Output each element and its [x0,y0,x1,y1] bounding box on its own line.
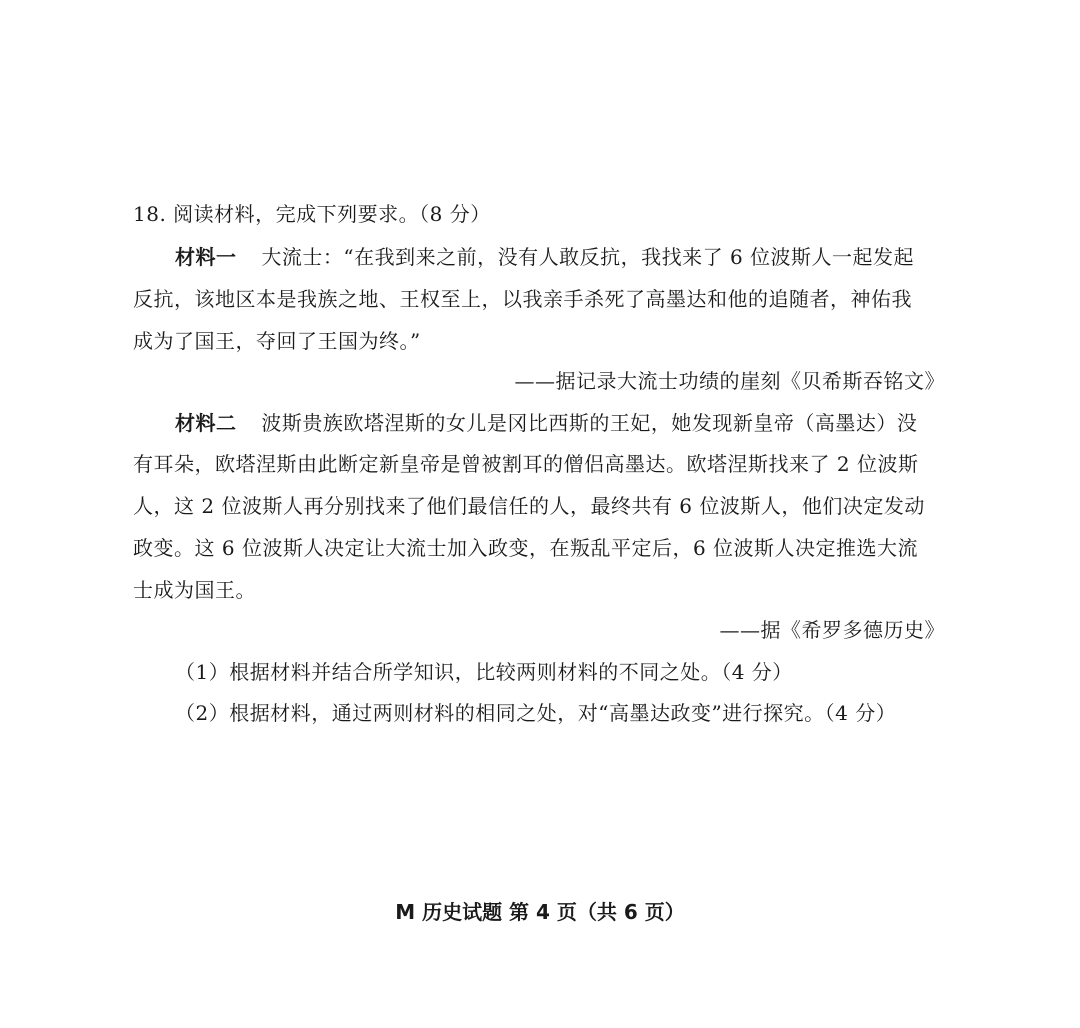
material2-text: 波斯贵族欧塔涅斯的女儿是冈比西斯的王妃，她发现新皇帝（高墨达）没 [261,411,918,435]
material1-source: ——据记录大流士功绩的崖刻《贝希斯吞铭文》 [514,369,945,393]
material2-line-3: 人，这 2 位波斯人再分别找来了他们最信任的人，最终共有 6 位波斯人，他们决定发动 [133,494,925,518]
material2-label: 材料二 [175,411,237,435]
material2-line-1 [175,409,917,437]
material1-line-1 [175,243,914,271]
material1-line-3: 成为了国王，夺回了王国为终。” [133,329,421,353]
question-header: 18. 阅读材料，完成下列要求。（8 分） [133,202,491,226]
material1-line-2: 反抗，该地区本是我族之地、王权至上，以我亲手杀死了高墨达和他的追随者，神佑我 [133,287,912,311]
material2-line-5: 士成为国王。 [133,578,256,602]
page-footer: M 历史试题 第 4 页（共 6 页） [395,900,685,924]
material2-line-4: 政变。这 6 位波斯人决定让大流士加入政变，在叛乱平定后，6 位波斯人决定推选大流 [133,536,919,560]
material2-source: ——据《希罗多德历史》 [719,618,945,642]
material1-label: 材料一 [175,245,237,269]
material2-line-2: 有耳朵，欧塔涅斯由此断定新皇帝是曾被割耳的僧侣高墨达。欧塔涅斯找来了 2 位波斯 [133,452,919,476]
task-1: （1）根据材料并结合所学知识，比较两则材料的不同之处。（4 分） [175,660,793,684]
material1-text: 大流士：“在我到来之前，没有人敢反抗，我找来了 6 位波斯人一起发起 [261,245,915,269]
task-2: （2）根据材料，通过两则材料的相同之处，对“高墨达政变”进行探究。（4 分） [175,701,897,725]
